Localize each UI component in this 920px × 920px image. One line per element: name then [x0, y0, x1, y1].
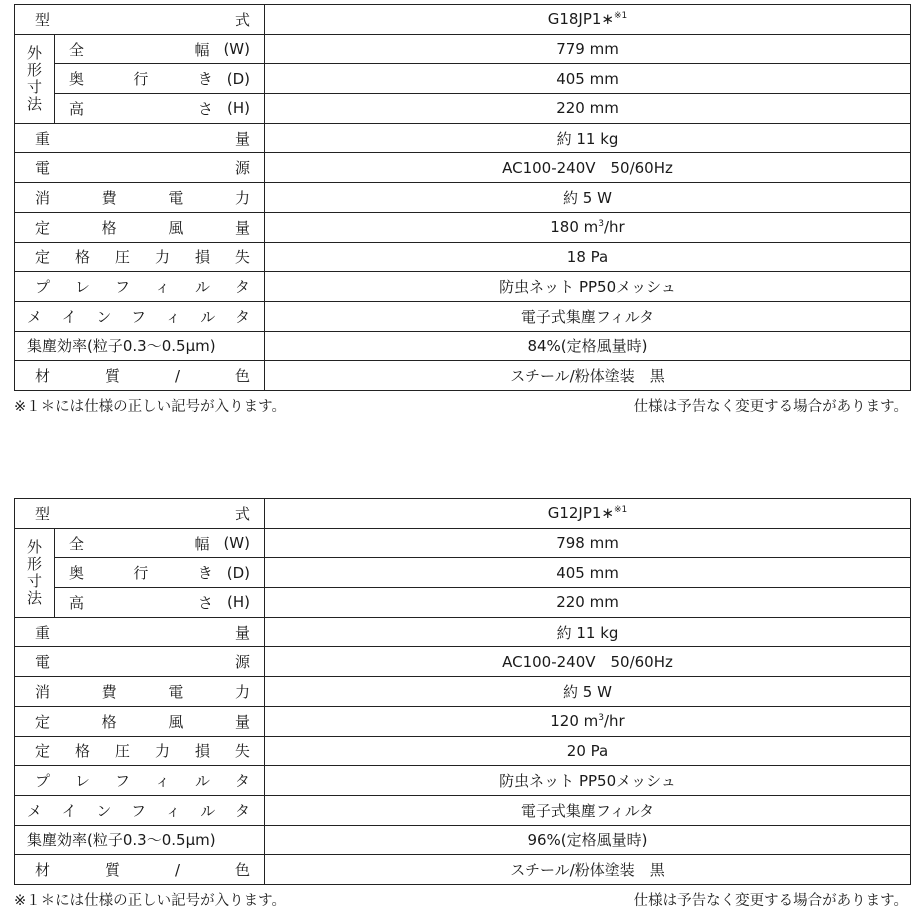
main-filter-label-char: ル — [200, 307, 216, 326]
table-row — [15, 558, 911, 588]
model-footnote-mark: ※1 — [614, 11, 628, 22]
weight-label-char: 重 — [35, 623, 51, 642]
airflow-cell — [265, 212, 911, 242]
power-source-label — [35, 157, 250, 178]
power-source-label-char: 源 — [234, 159, 250, 178]
power-source-label-char: 電 — [35, 159, 51, 178]
table-row — [15, 766, 911, 796]
footnote-left: ※１＊には仕様の正しい記号が入ります。 — [14, 892, 286, 909]
pressure-loss-value: 20 Pa — [566, 741, 609, 760]
height-label-unit: (H) — [227, 593, 250, 612]
consumption-label-char: 力 — [234, 188, 250, 207]
prefilter-value: 防虫ネット PP50メッシュ — [499, 278, 676, 297]
main-filter-label — [27, 306, 250, 327]
height-label — [69, 98, 250, 119]
efficiency-label: 集塵効率(粒子0.3〜0.5μm) — [27, 337, 216, 356]
depth-value: 405 mm — [556, 563, 619, 582]
table-row — [15, 855, 911, 885]
depth-label-char: 奥 — [69, 564, 85, 583]
dimension-group-char: 法 — [26, 95, 42, 114]
main-filter-label-char: フ — [130, 801, 146, 820]
consumption-label-char: 費 — [101, 682, 117, 701]
depth-value: 405 mm — [556, 69, 619, 88]
table-row — [15, 64, 911, 94]
main-filter-label-char: イ — [61, 307, 77, 326]
airflow-label-char: 定 — [35, 218, 51, 237]
model-label-char: 式 — [234, 10, 250, 29]
dimension-group-label — [27, 539, 42, 607]
consumption-label — [35, 681, 250, 702]
prefilter-label-char: プ — [35, 278, 51, 297]
dimension-group-label — [27, 45, 42, 113]
airflow-label-char: 量 — [234, 218, 250, 237]
main-filter-value: 電子式集塵フィルタ — [520, 307, 655, 326]
width-value: 779 mm — [556, 40, 619, 59]
table-row — [15, 5, 911, 35]
dimension-group-char: 寸 — [26, 78, 42, 97]
model-label — [35, 9, 250, 30]
pressure-loss-label-char: 格 — [74, 742, 90, 761]
power-source-value: AC100-240V 50/60Hz — [502, 159, 673, 178]
consumption-label-char: 費 — [101, 188, 117, 207]
prefilter-label — [35, 276, 250, 297]
prefilter-label-char: ィ — [154, 278, 170, 297]
power-source-label-char: 電 — [35, 653, 51, 672]
width-label-unit: (W) — [223, 534, 250, 553]
footnote-right: 仕様は予告なく変更する場合があります。 — [633, 892, 908, 909]
notes-row — [14, 889, 910, 910]
material-label-char: 質 — [104, 367, 120, 386]
notes-row — [14, 395, 910, 416]
height-label-char: さ — [198, 99, 214, 118]
efficiency-label: 集塵効率(粒子0.3〜0.5μm) — [27, 831, 216, 850]
height-value: 220 mm — [556, 99, 619, 118]
table-row — [15, 34, 911, 64]
prefilter-label-char: レ — [74, 278, 90, 297]
material-label-char: 色 — [234, 367, 250, 386]
main-filter-label-char: メ — [27, 801, 43, 820]
table-row — [15, 301, 911, 331]
pressure-loss-label — [35, 246, 250, 267]
pressure-loss-label-char: 失 — [234, 742, 250, 761]
consumption-value: 約 5 W — [563, 682, 612, 701]
prefilter-label-char: レ — [74, 772, 90, 791]
height-label — [69, 592, 250, 613]
main-filter-label-char: メ — [27, 307, 43, 326]
dimension-group-char: 形 — [26, 555, 42, 574]
model-label-char: 型 — [35, 504, 51, 523]
main-filter-label-char: タ — [234, 307, 250, 326]
table-row — [15, 588, 911, 618]
airflow-value: 120 m — [550, 712, 599, 731]
power-source-label-char: 源 — [234, 653, 250, 672]
spec-block — [14, 4, 910, 416]
airflow-label-char: 定 — [35, 712, 51, 731]
prefilter-label-char: ィ — [154, 772, 170, 791]
spec-table — [14, 498, 911, 885]
pressure-loss-label-char: 力 — [154, 248, 170, 267]
weight-label-char: 量 — [234, 129, 250, 148]
dimension-group-char: 寸 — [26, 572, 42, 591]
material-label-char: 材 — [35, 367, 51, 386]
table-row — [15, 212, 911, 242]
table-row — [15, 499, 911, 529]
model-cell — [265, 499, 911, 529]
table-row — [15, 153, 911, 183]
pressure-loss-label-char: 定 — [35, 742, 51, 761]
pressure-loss-value: 18 Pa — [566, 247, 609, 266]
width-label-unit: (W) — [223, 40, 250, 59]
height-label-unit: (H) — [227, 99, 250, 118]
airflow-label — [35, 711, 250, 732]
main-filter-label-char: ル — [200, 801, 216, 820]
model-label-cell — [15, 5, 265, 35]
depth-label-char: 行 — [133, 564, 149, 583]
footnote-right: 仕様は予告なく変更する場合があります。 — [633, 398, 908, 415]
height-value: 220 mm — [556, 593, 619, 612]
depth-label-char: 行 — [133, 70, 149, 89]
depth-label-char: 奥 — [69, 70, 85, 89]
efficiency-value: 84%(定格風量時) — [527, 337, 648, 356]
model-label — [35, 503, 250, 524]
width-label-char: 幅 — [194, 40, 210, 59]
airflow-superscript: 3 — [598, 219, 604, 230]
weight-label-char: 重 — [35, 129, 51, 148]
main-filter-label-char: イ — [61, 801, 77, 820]
width-label-char: 全 — [69, 534, 85, 553]
depth-label-unit: (D) — [226, 563, 250, 582]
prefilter-label-char: ル — [194, 772, 210, 791]
material-label-char: 色 — [234, 861, 250, 880]
main-filter-label-char: ン — [96, 307, 112, 326]
main-filter-label-char: ィ — [165, 801, 181, 820]
airflow-label-char: 格 — [101, 712, 117, 731]
main-filter-label — [27, 800, 250, 821]
weight-label — [35, 622, 250, 643]
material-label — [35, 859, 250, 880]
dimension-group-char: 法 — [26, 589, 42, 608]
consumption-label — [35, 187, 250, 208]
pressure-loss-label-char: 圧 — [114, 248, 130, 267]
table-row — [15, 331, 911, 361]
table-row — [15, 617, 911, 647]
spec-table — [14, 4, 911, 391]
consumption-label-char: 消 — [35, 188, 51, 207]
table-row — [15, 94, 911, 124]
material-label-char: / — [174, 366, 180, 385]
airflow-cell — [265, 706, 911, 736]
consumption-label-char: 力 — [234, 682, 250, 701]
depth-label — [69, 68, 250, 89]
model-value: G12JP1∗ — [547, 504, 614, 523]
dimension-group-cell — [15, 528, 55, 617]
dimension-group-char: 外 — [26, 44, 42, 63]
consumption-label-char: 電 — [168, 188, 184, 207]
weight-label-char: 量 — [234, 623, 250, 642]
consumption-label-char: 電 — [168, 682, 184, 701]
table-row — [15, 123, 911, 153]
airflow-unit: /hr — [604, 218, 625, 237]
power-source-label — [35, 651, 250, 672]
dimension-group-char: 外 — [26, 538, 42, 557]
table-row — [15, 242, 911, 272]
model-label-char: 式 — [234, 504, 250, 523]
table-row — [15, 825, 911, 855]
airflow-label-char: 量 — [234, 712, 250, 731]
pressure-loss-label — [35, 740, 250, 761]
depth-label-char: き — [197, 564, 213, 583]
airflow-label — [35, 217, 250, 238]
height-label-char: さ — [198, 593, 214, 612]
depth-label — [69, 562, 250, 583]
airflow-label-char: 格 — [101, 218, 117, 237]
main-filter-label-char: ン — [96, 801, 112, 820]
width-label — [69, 39, 250, 60]
main-filter-label-char: タ — [234, 801, 250, 820]
dimension-group-char: 形 — [26, 61, 42, 80]
table-row — [15, 706, 911, 736]
model-footnote-mark: ※1 — [614, 505, 628, 516]
table-row — [15, 528, 911, 558]
prefilter-label-char: タ — [234, 278, 250, 297]
prefilter-label — [35, 770, 250, 791]
pressure-loss-label-char: 損 — [194, 742, 210, 761]
width-label-char: 全 — [69, 40, 85, 59]
weight-value: 約 11 kg — [556, 623, 619, 642]
depth-label-unit: (D) — [226, 69, 250, 88]
spec-block — [14, 498, 910, 910]
pressure-loss-label-char: 圧 — [114, 742, 130, 761]
prefilter-label-char: フ — [114, 278, 130, 297]
prefilter-label-char: プ — [35, 772, 51, 791]
table-row — [15, 272, 911, 302]
table-row — [15, 183, 911, 213]
table-row — [15, 677, 911, 707]
airflow-label-char: 風 — [168, 712, 184, 731]
model-label-cell — [15, 499, 265, 529]
width-label — [69, 533, 250, 554]
prefilter-label-char: フ — [114, 772, 130, 791]
height-label-char: 高 — [69, 593, 85, 612]
airflow-unit: /hr — [604, 712, 625, 731]
model-cell — [265, 5, 911, 35]
model-label-char: 型 — [35, 10, 51, 29]
prefilter-value: 防虫ネット PP50メッシュ — [499, 772, 676, 791]
prefilter-label-char: ル — [194, 278, 210, 297]
material-value: スチール/粉体塗装 黒 — [510, 861, 665, 880]
airflow-superscript: 3 — [598, 713, 604, 724]
material-label-char: 質 — [104, 861, 120, 880]
table-row — [15, 795, 911, 825]
consumption-label-char: 消 — [35, 682, 51, 701]
dimension-group-cell — [15, 34, 55, 123]
height-label-char: 高 — [69, 99, 85, 118]
width-value: 798 mm — [556, 534, 619, 553]
main-filter-label-char: ィ — [165, 307, 181, 326]
pressure-loss-label-char: 力 — [154, 742, 170, 761]
airflow-label-char: 風 — [168, 218, 184, 237]
main-filter-value: 電子式集塵フィルタ — [520, 801, 655, 820]
table-row — [15, 647, 911, 677]
pressure-loss-label-char: 失 — [234, 248, 250, 267]
pressure-loss-label-char: 格 — [74, 248, 90, 267]
material-label — [35, 365, 250, 386]
model-value: G18JP1∗ — [547, 10, 614, 29]
pressure-loss-label-char: 定 — [35, 248, 51, 267]
material-label-char: / — [174, 860, 180, 879]
table-row — [15, 361, 911, 391]
table-row — [15, 736, 911, 766]
prefilter-label-char: タ — [234, 772, 250, 791]
footnote-left: ※１＊には仕様の正しい記号が入ります。 — [14, 398, 286, 415]
depth-label-char: き — [197, 70, 213, 89]
pressure-loss-label-char: 損 — [194, 248, 210, 267]
weight-label — [35, 128, 250, 149]
power-source-value: AC100-240V 50/60Hz — [502, 653, 673, 672]
efficiency-value: 96%(定格風量時) — [527, 831, 648, 850]
weight-value: 約 11 kg — [556, 129, 619, 148]
main-filter-label-char: フ — [130, 307, 146, 326]
airflow-value: 180 m — [550, 218, 599, 237]
consumption-value: 約 5 W — [563, 188, 612, 207]
width-label-char: 幅 — [194, 534, 210, 553]
material-value: スチール/粉体塗装 黒 — [510, 367, 665, 386]
material-label-char: 材 — [35, 861, 51, 880]
